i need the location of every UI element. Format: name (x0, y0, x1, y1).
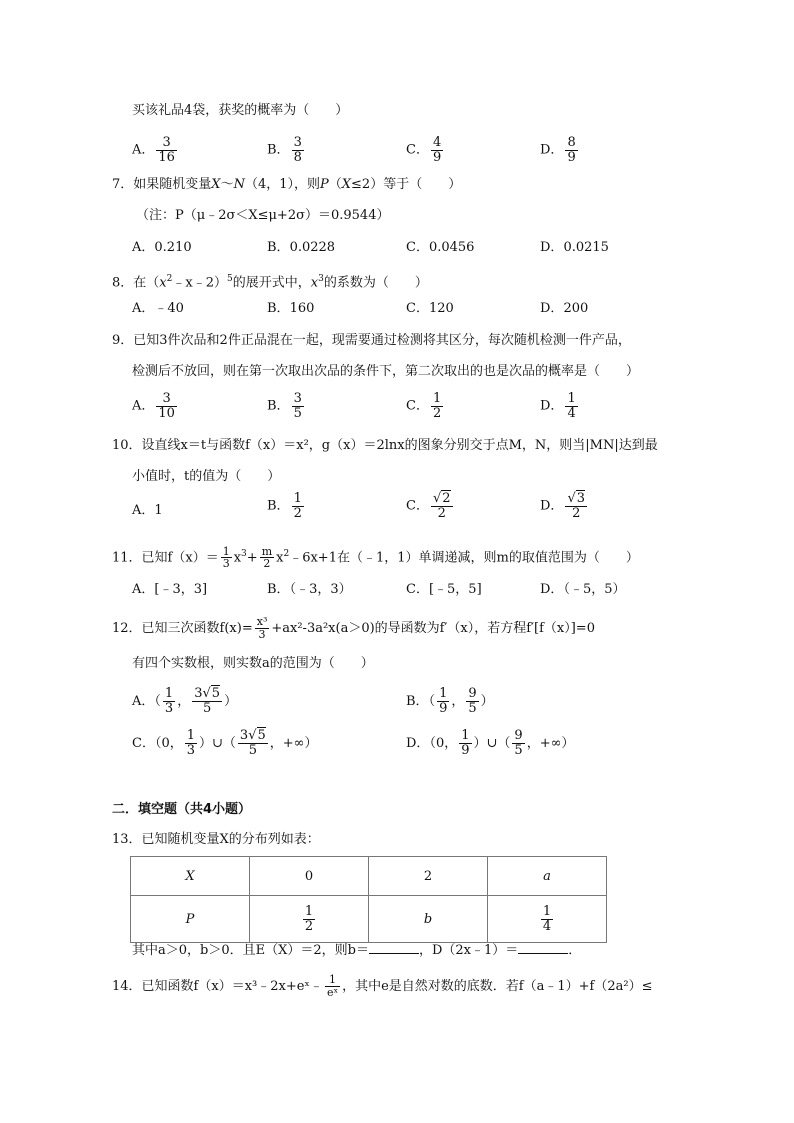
q7-note: （注：P（μ﹣2σ＜X≤μ+2σ）＝0.9544） (136, 208, 390, 223)
q12-stem-line2: 有四个实数根，则实数a的范围为（ ） (132, 656, 374, 671)
q10-stem-line2: 小值时，t的值为（ ） (132, 469, 281, 484)
q8-option-d[interactable]: D．200 (540, 301, 589, 316)
q8-option-c[interactable]: C．120 (406, 301, 454, 316)
q7-option-b[interactable]: B．0.0228 (267, 240, 336, 255)
table-cell: $\frac{1}{4}$ (488, 896, 607, 943)
table-cell: 2 (369, 857, 488, 896)
section-title: 二．填空题（共4小题） (112, 802, 252, 817)
q9-option-b[interactable]: B． $\frac{3}{5}$ (267, 391, 302, 421)
fraction: $\frac{3}{8}$ (293, 135, 302, 165)
q12-option-a[interactable]: A．（ $\frac{1}{3}$ ， $\frac{3√5}{5}$ ） (132, 686, 238, 716)
q10-stem-line1: 10．设直线x＝t与函数f（x）＝x²，g（x）＝2lnx的图象分别交于点M，N，则当|MN|达到最 (112, 438, 658, 453)
q6-option-d[interactable]: D． $\frac{8}{9}$ (540, 135, 576, 165)
q6-option-a[interactable]: A． $\frac{3}{16}$ (132, 135, 175, 165)
fraction: $\frac{1}{2}$ (432, 391, 442, 421)
q7-stem: 7．如果随机变量X～N（4，1），则P（X≤2）等于（ ） (112, 177, 462, 192)
q10-option-c[interactable]: C． $\frac{√2}{2}$ (406, 491, 451, 521)
fraction: $\frac{3}{5}$ (293, 391, 302, 421)
fraction: $\frac{4}{9}$ (432, 135, 442, 165)
q7-option-a[interactable]: A．0.210 (132, 240, 192, 255)
q9-stem-line1: 9．已知3件次品和2件正品混在一起，现需要通过检测将其区分，每次随机检测一件产品， (112, 333, 631, 348)
q11-option-b[interactable]: B．（﹣3，3） (267, 582, 352, 597)
q13-conditions: 其中a＞0，b＞0．且E（X）＝2，则b＝ ，D（2x﹣1）＝ ． (132, 943, 582, 958)
fraction: $\frac{1}{2}$ (293, 491, 302, 521)
fraction: $\frac{3}{16}$ (158, 135, 175, 165)
table-cell: X (131, 857, 250, 896)
q6-option-b[interactable]: B． $\frac{3}{8}$ (267, 135, 302, 165)
q9-stem-line2: 检测后不放回，则在第一次取出次品的条件下，第二次取出的也是次品的概率是（ ） (132, 364, 640, 379)
fraction: $\frac{√3}{2}$ (567, 491, 586, 521)
fraction: $\frac{√2}{2}$ (432, 491, 451, 521)
q10-option-b[interactable]: B． $\frac{1}{2}$ (267, 491, 302, 521)
q11-option-c[interactable]: C．[﹣5，5] (406, 582, 482, 597)
q12-option-d[interactable]: D．（0， $\frac{1}{9}$ ）∪（ $\frac{9}{5}$ ，+∞） (406, 728, 575, 758)
q8-option-a[interactable]: A．﹣40 (132, 301, 184, 316)
q7-option-d[interactable]: D．0.0215 (540, 240, 609, 255)
q7-option-c[interactable]: C．0.0456 (406, 240, 475, 255)
distribution-table (130, 856, 607, 943)
table-cell: 0 (250, 857, 369, 896)
answer-blank-b[interactable] (369, 941, 419, 954)
fraction: $\frac{1}{4}$ (567, 391, 576, 421)
q13-stem: 13．已知随机变量X的分布列如表： (112, 832, 320, 847)
q10-option-d[interactable]: D． $\frac{√3}{2}$ (540, 491, 586, 521)
table-cell: P (131, 896, 250, 943)
fraction: $\frac{8}{9}$ (567, 135, 576, 165)
table-cell: b (369, 896, 488, 943)
q6-stem-tail: 买该礼品4袋，获奖的概率为（ ） (132, 103, 349, 118)
q11-option-d[interactable]: D．（﹣5，5） (540, 582, 626, 597)
q9-option-c[interactable]: C． $\frac{1}{2}$ (406, 391, 442, 421)
q11-option-a[interactable]: A．[﹣3，3] (132, 582, 208, 597)
q14-stem: 14．已知函数f（x）＝x³﹣2x+eˣ﹣ $\frac{1}{\text{eˣ}}$ ，其中e是自然对数的底数．若f（a﹣1）+f（2a²）≤ (112, 973, 653, 999)
q9-option-d[interactable]: D． $\frac{1}{4}$ (540, 391, 576, 421)
answer-blank-d[interactable] (518, 941, 568, 954)
q8-option-b[interactable]: B．160 (267, 301, 315, 316)
fraction: $\frac{3}{10}$ (158, 391, 175, 421)
q12-option-c[interactable]: C．（0， $\frac{1}{3}$ ）∪（ $\frac{3√5}{5}$ ，+∞） (132, 728, 318, 758)
q11-stem: 11．已知f（x）＝ $\frac{1}{3}$ $x^3+$ $\frac{m}{2}$ $x^2﹣6x+1$在（﹣1，1）单调递减，则m的取值范围为（ ） (112, 544, 639, 571)
q6-option-c[interactable]: C． $\frac{4}{9}$ (406, 135, 442, 165)
table-cell: a (488, 857, 607, 896)
table-cell: $\frac{1}{2}$ (250, 896, 369, 943)
q8-stem: 8．在$(x^2﹣x﹣2)^5$的展开式中，$x^3$的系数为（ ） (112, 274, 428, 291)
q12-option-b[interactable]: B．（ $\frac{1}{9}$ ， $\frac{9}{5}$ ） (406, 686, 494, 716)
q12-stem-line1: 12．已知三次函数f(x)= $\frac{\text{x³}}{3}$ +ax²-3a²x(a＞0)的导函数为f′（x），若方程f′[f（x）]=0 (112, 615, 595, 641)
q9-option-a[interactable]: A． $\frac{3}{10}$ (132, 391, 175, 421)
q10-option-a[interactable]: A．1 (132, 503, 163, 518)
